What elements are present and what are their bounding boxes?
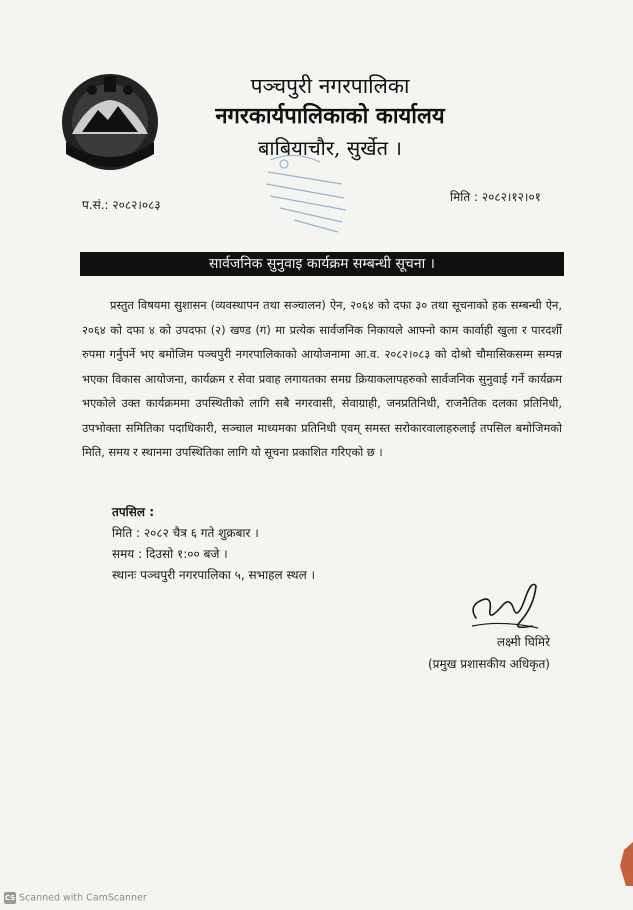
event-date: मिति : २०८२ चैत्र ६ गते शुक्रबार ।: [112, 526, 259, 540]
office-stamp: [250, 150, 370, 240]
office-name: नगरकार्यपालिकाको कार्यालय: [215, 103, 445, 129]
reference-number: प.सं.: २०८२।०८३: [82, 198, 161, 212]
event-place: स्थानः पञ्चपुरी नगरपालिका ५, सभाहल स्थल ।: [112, 568, 316, 582]
signer-block: [400, 631, 550, 675]
office-address: बाबियाचौर, सुर्खेत ।: [258, 136, 402, 160]
letter-date: मिति : २०८२।१२।०१: [450, 190, 541, 204]
details-section: [112, 502, 315, 586]
nepal-emblem-logo: [58, 72, 162, 174]
watermark-text: Scanned with CamScanner: [19, 892, 147, 904]
scan-edge-mark: [618, 842, 633, 886]
signer-name: लक्ष्मी घिमिरे: [497, 635, 550, 649]
scanner-watermark: [4, 892, 147, 904]
signer-title: (प्रमुख प्रशासकीय अधिकृत): [427, 657, 550, 671]
details-heading: तपसिल :: [112, 505, 154, 519]
camscanner-icon: CS: [4, 894, 16, 902]
notice-title: सार्वजनिक सुनुवाइ कार्यक्रम सम्बन्धी सूचना ।: [80, 252, 564, 276]
municipality-name: पञ्चपुरी नगरपालिका: [250, 74, 410, 98]
signature: [462, 576, 552, 636]
event-time: समय : दिउसो १:०० बजे ।: [112, 547, 228, 561]
notice-body: प्रस्तुत विषयमा सुशासन (व्यवस्थापन तथा सञ्चालन) ऐन, २०६४ को दफा ३० तथा सूचनाको हक सम्बन्धी ऐन, २०६४ को दफा ४ को उपदफा (२) खण्ड (ग) मा प्रत्येक सार्वजनिक निकायले आफ्नो काम कार्वाही खुला र पारदर्शी रुपमा गर्नुपर्ने भए बमोजिम पञ्चपुरी नगरपालिकाको आयोजनामा आ.व. २०८२।०८३ को दोश्रो चौमासिकसम्म सम्पन्न भएका विकास आयोजना, कार्यक्रम र सेवा प्रवाह लगायतका समग्र क्रियाकलापहरुको सार्वजनिक सुनुवाई गर्ने कार्यक्रम भएकोले उक्त कार्यक्रममा उपस्थितीको लागि सबै नगरवासी, सेवाग्राही, जनप्रतिनिधी, राजनैतिक दलका प्रतिनिधी, उपभोक्ता समितिका पदाधिकारी, सञ्चाल माध्यमका प्रतिनिधी एवम् समस्त सरोकारवालाहरुलाई तपसिल बमोजिमको मिति, समय र स्थानमा उपस्थितिका लागि यो सूचना प्रकाशित गरिएको छ ।: [82, 298, 562, 459]
